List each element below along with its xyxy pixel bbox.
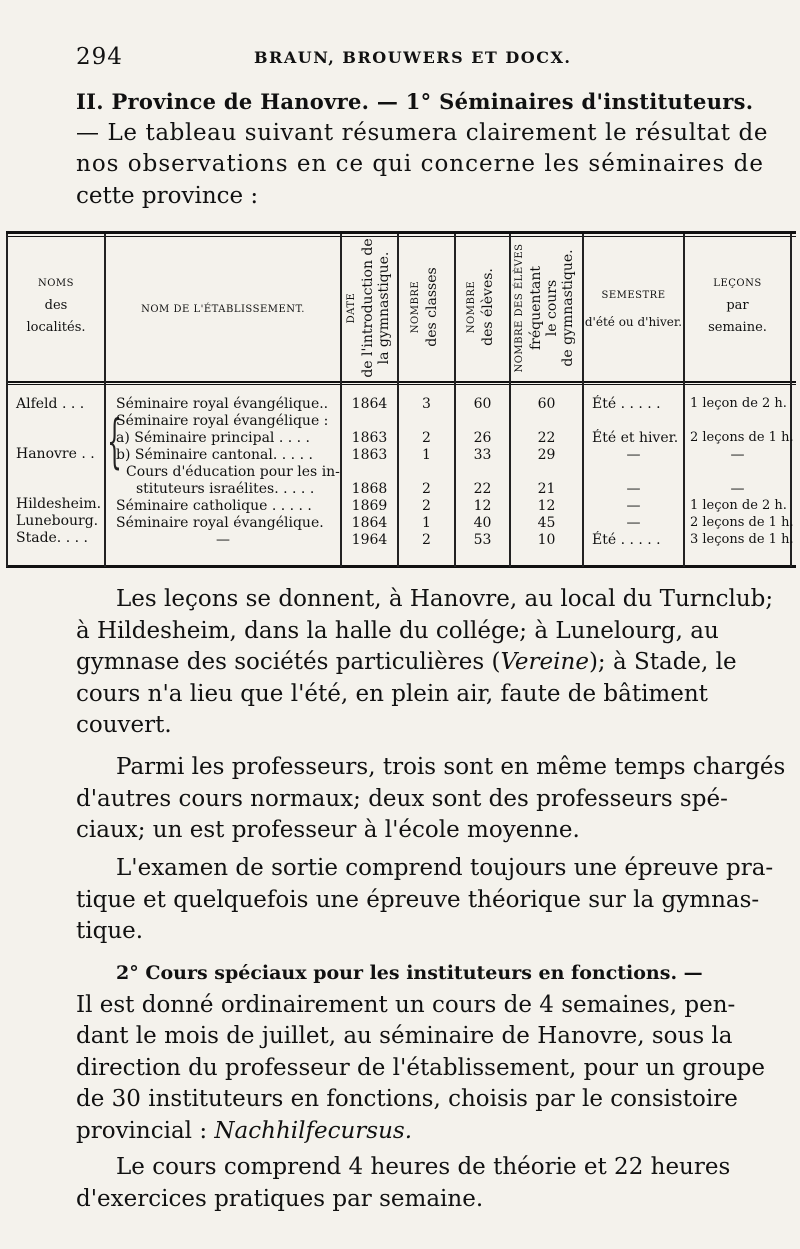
- running-title: BRAUN, BROUWERS ET DOCX.: [254, 48, 572, 67]
- localite-lunebourg: Lunebourg.: [16, 513, 99, 529]
- paragraph-examen: L'examen de sortie comprend toujours une épreuve pra- tique et quelquefois une épreuve théorique sur la gymnas- tique.: [76, 855, 774, 944]
- table-top-rule-thin: [6, 236, 796, 237]
- running-head: [76, 44, 756, 74]
- paragraph-cours: Le cours comprend 4 heures de théorie et 22 heures d'exercices pratiques par semaine.: [76, 1154, 731, 1212]
- header-lecons: LEÇONS par semaine.: [708, 278, 767, 335]
- line-with-italic: gymnase des sociétés particulières (Vereine); à Stade, le: [76, 649, 737, 675]
- header-etablissement: NOM DE L'ÉTABLISSEMENT.: [141, 304, 305, 315]
- table-top-rule: [6, 231, 796, 234]
- intro-paragraph: [76, 86, 769, 212]
- table-bottom-rule: [6, 565, 796, 568]
- paragraph-lecons: Les leçons se donnent, à Hanovre, au local du Turnclub; à Hildesheim, dans la halle du collége; à Lunelourg, au gymnase des sociétés particulières (Vereine); à Stade, le cours n'a lieu que l'été, en plein air, faute de bâtiment couvert.: [76, 586, 774, 738]
- header-semestre: SEMESTRE d'été ou d'hiver.: [584, 290, 683, 329]
- header-eleves-gym: NOMBRE DES ÉLÈVES fréquentant le cours de gymnastique.: [514, 243, 576, 373]
- book-page: 294 BRAUN, BROUWERS ET DOCX. II. Province de Hanovre. — 1° Séminaires d'instituteurs. — Le tableau suivant résumera clairement le résultat de nos observations en ce qui concerne les séminaires de cette province : NOMS des localités. NOM DE L'ÉTABLISSEMENT. DATE de l'introduction de la gymnastique. NOMBRE des classes NOMBRE des élèves. NOMBRE DES ÉLÈVES fréquentant le cours de gymnastique. SEMESTRE d'été ou d'hiver. LEÇONS par semaine. Alfeld . . . Hanovre . . Hildesheim. Lunebourg. Stade. . . . { Séminaire royal évangélique.. 1864 3 60 60 Été . . . . . 1 leçon de 2 h. Séminaire royal évangélique : a) Séminaire principal . . . . 1863 2 26 22 Été et hiver. 2 leçons de 1 h. b) Séminaire cantonal. . . . . 1863 1 33 29 — — Cours d'éducation pour les in- stituteurs israélites. . . . . 1868 2 22 21 — — Séminaire catholique . . . . . 1869 2 12 12 — 1 leçon de 2 h. Séminaire royal évangélique. 1864 1 40 45 — 2 leçons de 1 h. — 1964 2 53 10 Été . . . . . 3 leçons de 1 h. Les leçons se donnent, à Hanovre, au local du Turnclub; à Hildesheim, dans la halle du collége; à Lunelourg, au gymnase des sociétés particulières (Vereine); à Stade, le cours n'a lieu que l'été, en plein air, faute de bâtiment couvert. Parmi les professeurs, trois sont en même temps chargés d'autres cours normaux; deux sont des professeurs spé- ciaux; un est professeur à l'école moyenne. L'examen de sortie comprend toujours une épreuve pra- tique et quelquefois une épreuve théorique sur la gymnas- tique. 2° Cours spéciaux pour les instituteurs en fonctions. — Il est donné ordinairement un cours de 4 semaines, pen- dant le mois de juillet, au séminaire de Hanovre, sous la direction du professeur de l'établissement, pour un groupe de 30 instituteurs en fonctions, choisis par le consistoire provincial : Nachhilfecursus. Le cours comprend 4 heures de théorie et 22 heures d'exercices pratiques par semaine.: [0, 0, 800, 1249]
- header-localites: NOMS des localités.: [26, 278, 86, 335]
- localite-alfeld: Alfeld . . .: [16, 396, 85, 412]
- localite-stade: Stade. . . .: [16, 530, 88, 546]
- header-date: DATE de l'introduction de la gymnastique.: [346, 238, 392, 378]
- intro-line: nos observations en ce qui concerne les séminaires de: [76, 151, 764, 177]
- subsection-heading: 2° Cours spéciaux pour les instituteurs en fonctions. —: [116, 962, 703, 984]
- hanovre-brace: {: [107, 407, 122, 475]
- intro-line: — Le tableau suivant résumera clairement le résultat de: [76, 119, 769, 146]
- header-classes: NOMBRE des classes: [410, 267, 440, 347]
- table-header-rule-thin: [6, 384, 796, 385]
- section-heading: II. Province de Hanovre. — 1° Séminaires d'instituteurs.: [76, 89, 754, 114]
- localite-hildesheim: Hildesheim.: [16, 496, 102, 512]
- col-line: [104, 234, 106, 567]
- localite-hanovre: Hanovre . .: [16, 446, 95, 462]
- page-number: 294: [76, 44, 123, 70]
- intro-line: cette province :: [76, 182, 259, 209]
- header-eleves: NOMBRE des élèves.: [466, 268, 496, 346]
- paragraph-cours-speciaux: 2° Cours spéciaux pour les instituteurs en fonctions. — Il est donné ordinairement un cours de 4 semaines, pen- dant le mois de juillet, au séminaire de Hanovre, sous la direction du professeur de l'établissement, pour un groupe de 30 instituteurs en fonctions, choisis par le consistoire provincial : Nachhilfecursus.: [76, 958, 740, 1147]
- paragraph-professeurs: Parmi les professeurs, trois sont en même temps chargés d'autres cours normaux; deux sont des professeurs spé- ciaux; un est professeur à l'école moyenne.: [76, 754, 786, 843]
- table-header-rule: [6, 381, 796, 383]
